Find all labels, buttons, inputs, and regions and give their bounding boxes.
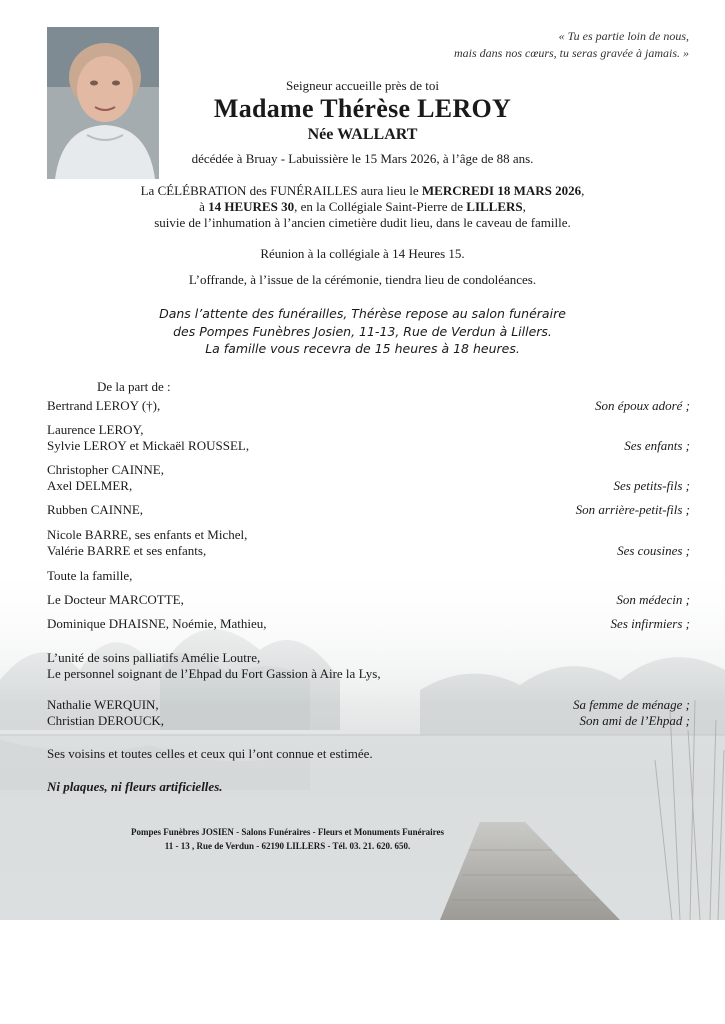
viewing-line-3: La famille vous recevra de 15 heures à 18 heures.: [205, 341, 520, 356]
quote-line-2: mais dans nos cœurs, tu seras gravée à jamais. »: [453, 45, 689, 60]
viewing-line-1: Dans l’attente des funérailles, Thérèse repose au salon funéraire: [159, 306, 566, 321]
footer-company: Pompes Funèbres JOSIEN - Salons Funéraires - Fleurs et Monuments Funéraires: [131, 827, 444, 837]
no-flowers-notice: Ni plaques, ni fleurs artificielles.: [47, 779, 223, 794]
family-entry: [47, 502, 690, 518]
footer-address: 11 - 13 , Rue de Verdun - 62190 LILLERS - Tél. 03. 21. 620. 650.: [164, 841, 411, 851]
neighbours-text: Ses voisins et toutes celles et ceux qui l’ont connue et estimée.: [47, 746, 373, 761]
family-relation: Son époux adoré ;: [595, 398, 690, 413]
maiden-name: Née WALLART: [307, 126, 418, 143]
quote-line-1: « Tu es partie loin de nous,: [558, 29, 689, 43]
from-label: De la part de :: [97, 379, 171, 394]
family-relation: Ses infirmiers ;: [610, 616, 690, 631]
funeral-line-3: suivie de l’inhumation à l’ancien cimetière dudit lieu, dans le caveau de famille.: [154, 215, 571, 230]
family-names: Christopher CAINNE, Axel DELMER,: [47, 462, 164, 493]
family-entry: [47, 462, 690, 494]
funeral-line-1: La CÉLÉBRATION des FUNÉRAILLES aura lieu le MERCREDI 18 MARS 2026,: [140, 183, 585, 198]
death-details: décédée à Bruay - Labuissière le 15 Mars 2026, à l’âge de 88 ans.: [191, 151, 534, 166]
helper-name: Nathalie WERQUIN,: [47, 697, 159, 712]
family-relation: Ses cousines ;: [617, 543, 690, 558]
family-names: Rubben CAINNE,: [47, 502, 144, 517]
family-names: Le Docteur MARCOTTE,: [47, 592, 184, 607]
family-names: Toute la famille,: [47, 568, 133, 583]
family-entry: [47, 616, 690, 632]
offering-text: L’offrande, à l’issue de la cérémonie, tiendra lieu de condoléances.: [188, 272, 537, 287]
family-entry: [47, 422, 690, 454]
deceased-name: Madame Thérèse LEROY: [213, 94, 512, 123]
family-entry: [47, 592, 690, 608]
family-relation: Ses enfants ;: [624, 438, 690, 453]
misty-lake-background: [0, 560, 725, 920]
funeral-line-2: à 14 HEURES 30, en la Collégiale Saint-Pierre de LILLERS,: [199, 199, 526, 214]
family-relation: Ses petits-fils ;: [613, 478, 690, 493]
helper-entry: [47, 697, 690, 713]
family-entry: [47, 527, 690, 559]
helper-relation: Son ami de l’Ehpad ;: [579, 713, 690, 728]
reunion-text: Réunion à la collégiale à 14 Heures 15.: [260, 246, 465, 261]
viewing-details: [0, 305, 725, 358]
family-entry: [47, 398, 690, 414]
helper-name: Christian DEROUCK,: [47, 713, 164, 728]
intro-text: Seigneur accueille près de toi: [285, 78, 440, 93]
family-relation: Son médecin ;: [616, 592, 690, 607]
helper-relation: Sa femme de ménage ;: [573, 697, 690, 712]
family-names: Dominique DHAISNE, Noémie, Mathieu,: [47, 616, 267, 631]
viewing-line-2: des Pompes Funèbres Josien, 11-13, Rue de Verdun à Lillers.: [173, 323, 552, 339]
family-names: Laurence LEROY, Sylvie LEROY et Mickaël ROUSSEL,: [47, 422, 250, 453]
palliative-care-line-2: Le personnel soignant de l’Ehpad du Fort Gassion à Aire la Lys,: [47, 666, 381, 681]
family-names: Bertrand LEROY (†),: [47, 398, 161, 413]
family-entry: [47, 568, 690, 584]
family-relation: Son arrière-petit-fils ;: [575, 502, 690, 517]
family-names: Nicole BARRE, ses enfants et Michel, Valérie BARRE et ses enfants,: [47, 527, 248, 558]
epitaph-quote: [359, 28, 689, 61]
palliative-care-line-1: L’unité de soins palliatifs Amélie Loutre,: [47, 650, 261, 665]
helper-entry: [47, 713, 690, 729]
funeral-details: [0, 183, 725, 231]
